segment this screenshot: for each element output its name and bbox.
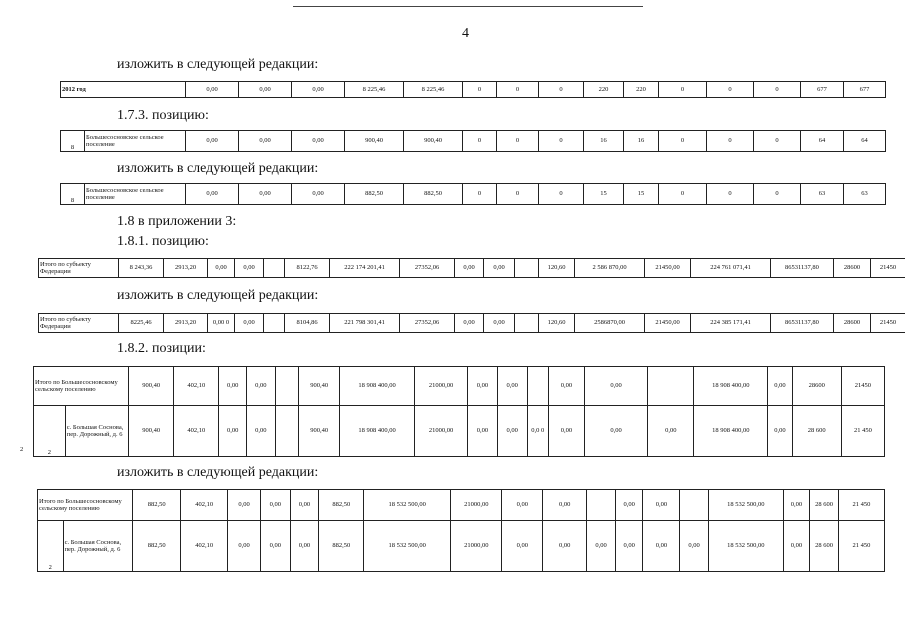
table-cell: 0 xyxy=(659,184,707,205)
table-cell: 0,00 xyxy=(543,521,587,572)
table-cell xyxy=(515,259,539,278)
table-cell: 0,00 xyxy=(260,521,290,572)
table-cell: 27352,06 xyxy=(400,259,455,278)
heading-positions-1-8-2: 1.8.2. позиции: xyxy=(117,341,206,356)
table-cell: 0 xyxy=(659,131,707,152)
table-cell: 0,00 xyxy=(235,259,264,278)
table-cell xyxy=(680,490,709,521)
table-cell: 16 xyxy=(584,131,624,152)
table-cell: 2 586 870,00 xyxy=(575,259,645,278)
table-cell xyxy=(515,314,539,333)
table-cell: 28600 xyxy=(834,259,871,278)
table-cell: 0 xyxy=(539,82,584,98)
table-cell: 0,00 xyxy=(484,314,515,333)
table-cell: 18 532 500,00 xyxy=(364,490,451,521)
table-cell: 220 xyxy=(624,82,659,98)
table-cell: 900,40 xyxy=(345,131,404,152)
table-position-old xyxy=(60,130,886,152)
table-cell: 8 225,46 xyxy=(345,82,404,98)
table-cell: 0 xyxy=(539,184,584,205)
table-cell: 21450,00 xyxy=(645,314,691,333)
table-cell: 18 532 500,00 xyxy=(708,490,783,521)
table-cell: Итого по субъекту Федерации xyxy=(39,259,119,278)
table-cell: 0,00 xyxy=(783,490,810,521)
heading-section-1-8: 1.8 в приложении 3: xyxy=(117,214,237,229)
table-cell: 0,00 xyxy=(584,406,647,457)
table-cell: 8104,86 xyxy=(285,314,330,333)
table-cell: 0 xyxy=(707,184,754,205)
table-cell: 120,60 xyxy=(539,259,575,278)
table-cell: 2913,20 xyxy=(164,259,208,278)
table-cell: Большесосновское сельское поселение xyxy=(85,184,186,205)
heading-position-1-7-3: 1.7.3. позицию: xyxy=(117,108,209,123)
table-cell: 0,00 xyxy=(584,367,647,406)
table-cell: 64 xyxy=(801,131,844,152)
table-cell: 18 908 400,00 xyxy=(694,367,768,406)
table-cell: 0 xyxy=(659,82,707,98)
table-cell: 0,00 xyxy=(219,367,247,406)
table-cell: 0,00 xyxy=(643,521,680,572)
table-cell: 0 xyxy=(754,184,801,205)
table-cell: 0,00 xyxy=(455,259,484,278)
table-row xyxy=(38,521,885,572)
table-cell: 220 xyxy=(584,82,624,98)
table-cell: 0 xyxy=(463,82,497,98)
table-cell: 402,10 xyxy=(181,490,228,521)
table-cell: 15 xyxy=(584,184,624,205)
table-cell: 2 xyxy=(38,521,64,572)
table-position-new xyxy=(60,183,886,205)
table-cell: 0,00 xyxy=(260,490,290,521)
table-cell: 28600 xyxy=(792,367,841,406)
table-cell: 16 xyxy=(624,131,659,152)
table-row xyxy=(38,490,885,521)
table-cell: 0,0 0 xyxy=(527,406,549,457)
table-cell: 0,00 xyxy=(502,490,543,521)
table-cell: 63 xyxy=(801,184,844,205)
table-cell: 27352,06 xyxy=(400,314,455,333)
table-cell: 0,00 xyxy=(543,490,587,521)
table-cell: 677 xyxy=(844,82,886,98)
table-cell: 2012 год xyxy=(61,82,186,98)
table-cell: 0,00 xyxy=(239,184,292,205)
table-cell: 28 600 xyxy=(810,521,839,572)
table-cell: 21450 xyxy=(871,314,905,333)
table-cell: 0 xyxy=(754,131,801,152)
table-cell: 402,10 xyxy=(174,406,219,457)
table-cell: 0,00 xyxy=(292,131,345,152)
table-cell: 2 xyxy=(34,406,66,457)
table-cell: 0,00 xyxy=(246,406,275,457)
table-cell: 0,00 xyxy=(768,367,793,406)
table-cell: 0,00 xyxy=(292,184,345,205)
table-cell: 402,10 xyxy=(181,521,228,572)
table-cell: 0,00 xyxy=(502,521,543,572)
table-cell: 0 xyxy=(539,131,584,152)
table-cell: 0,00 xyxy=(680,521,709,572)
table-cell: 402,10 xyxy=(174,367,219,406)
table-cell: 0,00 xyxy=(455,314,484,333)
table-cell: Итого по Большесосновскому сельскому поселению xyxy=(38,490,133,521)
table-cell: 0,00 xyxy=(292,82,345,98)
table-cell: 21450 xyxy=(871,259,905,278)
table-cell: 8122,76 xyxy=(285,259,330,278)
table-cell: 0,00 xyxy=(648,406,694,457)
table-cell: 21000,00 xyxy=(414,367,467,406)
heading-replace-4: изложить в следующей редакции: xyxy=(117,465,319,480)
table-cell: 21 450 xyxy=(841,406,884,457)
table-cell: 900,40 xyxy=(299,406,340,457)
heading-replace-2: изложить в следующей редакции: xyxy=(117,161,319,176)
table-cell: 882,50 xyxy=(133,490,181,521)
table-cell: 21000,00 xyxy=(451,521,502,572)
table-cell: 0,00 xyxy=(239,82,292,98)
table-cell: 0,00 xyxy=(228,490,261,521)
table-cell: 8 xyxy=(61,131,85,152)
table-cell: 0,00 xyxy=(549,367,585,406)
table-cell: 18 908 400,00 xyxy=(340,367,415,406)
table-cell xyxy=(264,259,285,278)
table-cell: 0 xyxy=(497,131,539,152)
table-cell: 63 xyxy=(844,184,886,205)
table-cell: 224 761 071,41 xyxy=(691,259,771,278)
table-cell: 0,00 xyxy=(468,367,498,406)
table-settlement-old xyxy=(33,366,885,457)
table-cell: 0 xyxy=(463,131,497,152)
table-cell: 677 xyxy=(801,82,844,98)
heading-position-1-8-1: 1.8.1. позицию: xyxy=(117,234,209,249)
table-row xyxy=(34,406,885,457)
table-cell: 0 xyxy=(497,82,539,98)
table-cell: 0 xyxy=(707,82,754,98)
table-cell: 8 243,36 xyxy=(119,259,164,278)
table-cell: 0,00 xyxy=(484,259,515,278)
table-cell: 86531137,80 xyxy=(771,259,834,278)
table-cell xyxy=(275,367,299,406)
table-cell xyxy=(648,367,694,406)
table-cell: с. Большая Соснова, пер. Дорожный, д. 6 xyxy=(63,521,133,572)
table-row xyxy=(39,314,905,333)
table-cell: 0,00 xyxy=(768,406,793,457)
table-cell: 0,00 xyxy=(219,406,247,457)
table-cell: 8 xyxy=(61,184,85,205)
table-cell: 0,00 xyxy=(549,406,585,457)
table-cell: 0 xyxy=(463,184,497,205)
table-cell: 21450 xyxy=(841,367,884,406)
table-cell: 900,40 xyxy=(129,406,174,457)
table-cell: 2586870,00 xyxy=(575,314,645,333)
table-cell xyxy=(587,490,616,521)
table-cell: 0 xyxy=(754,82,801,98)
table-cell: 21 450 xyxy=(838,521,884,572)
table-row xyxy=(61,131,886,152)
table-cell: 18 532 500,00 xyxy=(364,521,451,572)
table-cell: 86531137,80 xyxy=(771,314,834,333)
table-cell: 0,00 xyxy=(208,259,235,278)
table-cell: 882,50 xyxy=(404,184,463,205)
table-cell: 222 174 201,41 xyxy=(330,259,400,278)
side-note: 2 xyxy=(20,446,24,453)
table-cell: 900,40 xyxy=(404,131,463,152)
table-cell: 0,00 xyxy=(239,131,292,152)
table-cell: 0,00 xyxy=(783,521,810,572)
table-row xyxy=(34,367,885,406)
table-cell: 15 xyxy=(624,184,659,205)
table-cell: 0,00 xyxy=(290,490,319,521)
table-cell: 21000,00 xyxy=(451,490,502,521)
table-2012-totals xyxy=(60,81,886,98)
table-cell: 0,00 xyxy=(587,521,616,572)
table-cell: 0,00 xyxy=(497,406,527,457)
table-cell: 0,00 xyxy=(228,521,261,572)
table-cell: Большесосновское сельское поселение xyxy=(85,131,186,152)
table-cell: 0,00 xyxy=(643,490,680,521)
top-rule xyxy=(293,6,643,7)
table-cell: с. Большая Соснова, пер. Дорожный, д. 6 xyxy=(65,406,128,457)
table-cell: 8 225,46 xyxy=(404,82,463,98)
table-cell: 221 798 301,41 xyxy=(330,314,400,333)
table-subject-total-new xyxy=(38,313,905,333)
heading-replace-3: изложить в следующей редакции: xyxy=(117,288,319,303)
table-cell: 882,50 xyxy=(133,521,181,572)
table-cell: 0,00 xyxy=(246,367,275,406)
table-cell: 900,40 xyxy=(299,367,340,406)
table-cell: 0,00 xyxy=(290,521,319,572)
table-cell xyxy=(275,406,299,457)
table-cell: 0,00 0 xyxy=(208,314,235,333)
table-subject-total-old xyxy=(38,258,905,278)
table-row xyxy=(39,259,905,278)
table-cell: Итого по Большесосновскому сельскому поселению xyxy=(34,367,129,406)
table-cell: 120,60 xyxy=(539,314,575,333)
table-cell: 28 600 xyxy=(792,406,841,457)
table-cell: 224 385 171,41 xyxy=(691,314,771,333)
table-cell: 0,00 xyxy=(235,314,264,333)
heading-replace-1: изложить в следующей редакции: xyxy=(117,57,319,72)
table-row xyxy=(61,82,886,98)
table-cell: 0,00 xyxy=(186,82,239,98)
table-cell: 882,50 xyxy=(345,184,404,205)
table-cell: 21 450 xyxy=(838,490,884,521)
table-cell: 0,00 xyxy=(615,490,643,521)
table-cell: 21450,00 xyxy=(645,259,691,278)
table-cell: 882,50 xyxy=(319,521,364,572)
table-cell xyxy=(264,314,285,333)
table-cell: 18 532 500,00 xyxy=(708,521,783,572)
table-cell: 900,40 xyxy=(129,367,174,406)
table-cell: 28600 xyxy=(834,314,871,333)
table-cell: 21000,00 xyxy=(414,406,467,457)
table-cell: 64 xyxy=(844,131,886,152)
table-cell: 18 908 400,00 xyxy=(340,406,415,457)
table-cell: Итого по субъекту Федерации xyxy=(39,314,119,333)
table-cell: 0,00 xyxy=(615,521,643,572)
table-cell: 2913,20 xyxy=(164,314,208,333)
table-cell: 0,00 xyxy=(186,131,239,152)
table-cell: 18 908 400,00 xyxy=(694,406,768,457)
table-cell: 0,00 xyxy=(186,184,239,205)
table-settlement-new xyxy=(37,489,885,572)
table-cell: 0 xyxy=(707,131,754,152)
table-row xyxy=(61,184,886,205)
table-cell: 8225,46 xyxy=(119,314,164,333)
table-cell: 28 600 xyxy=(810,490,839,521)
table-cell: 0,00 xyxy=(468,406,498,457)
page-number: 4 xyxy=(462,26,469,41)
table-cell: 0 xyxy=(497,184,539,205)
table-cell: 0,00 xyxy=(497,367,527,406)
table-cell: 882,50 xyxy=(319,490,364,521)
table-cell xyxy=(527,367,549,406)
